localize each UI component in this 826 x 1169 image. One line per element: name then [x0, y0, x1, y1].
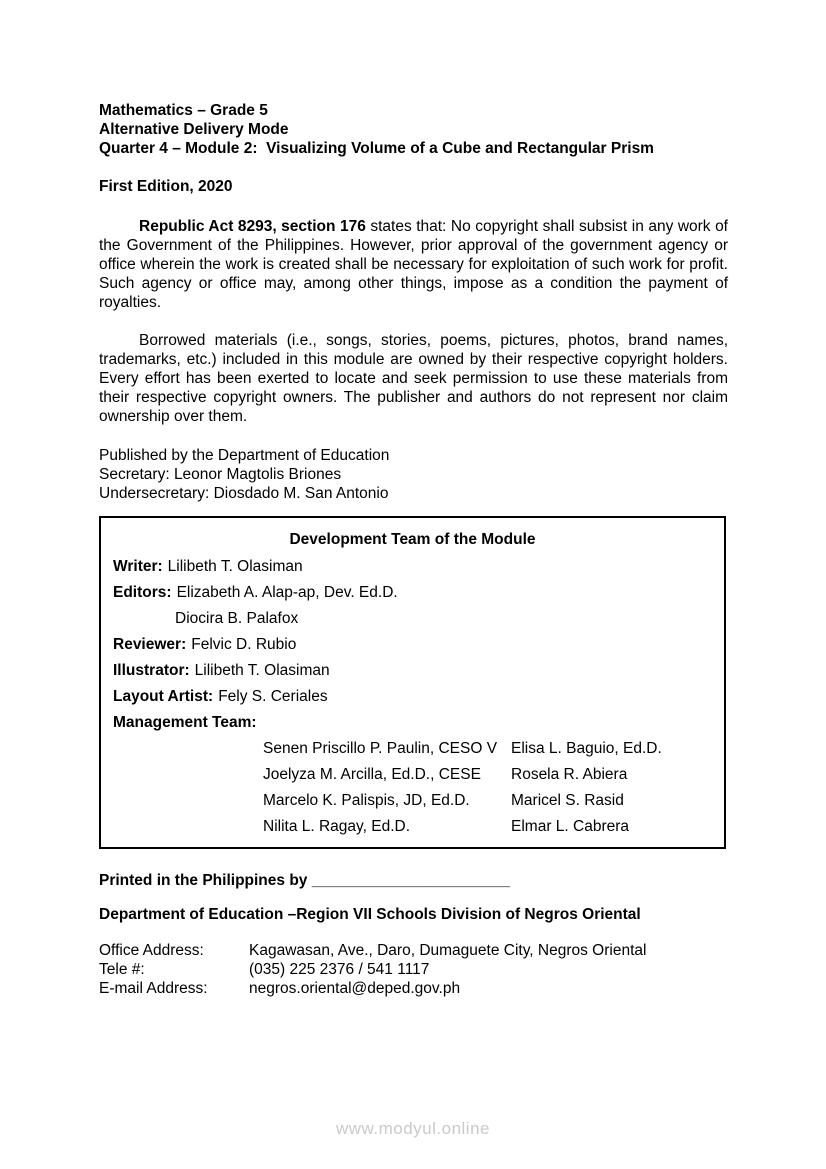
management-row — [113, 739, 712, 758]
management-name: Elmar L. Cabrera — [511, 818, 630, 835]
management-row — [113, 765, 712, 784]
division-line: Department of Education –Region VII Schools Division of Negros Oriental — [99, 906, 641, 923]
contact-label: Tele #: — [99, 961, 145, 978]
republic-act-body: states that: No copyright shall subsist in any work of the Government of the Philippines. However, prior approval of the government agency or office wherein the work is created shall be necessary for exploitation of such work for profit. Such agency or office may, among other things, impose as a condition the payment of royalties. — [99, 218, 728, 311]
role-value: Lilibeth T. Olasiman — [167, 558, 303, 575]
development-team-title: Development Team of the Module — [289, 531, 536, 548]
role-label: Reviewer: — [113, 636, 187, 653]
role-value: Fely S. Ceriales — [218, 688, 328, 705]
contact-value: (035) 225 2376 / 541 1117 — [249, 961, 430, 978]
role-row-editor-2 — [113, 609, 712, 628]
role-row-layout-artist — [113, 687, 712, 706]
contact-value: negros.oriental@deped.gov.ph — [249, 980, 461, 997]
publisher-block — [99, 446, 728, 503]
management-name: Senen Priscillo P. Paulin, CESO V — [263, 740, 498, 757]
role-value: Diocira B. Palafox — [175, 610, 299, 627]
site-watermark: www.modyul.online — [335, 1119, 490, 1138]
printed-in-label: Printed in the Philippines by — [99, 872, 308, 889]
role-label: Management Team: — [113, 714, 257, 731]
role-row-reviewer — [113, 635, 712, 654]
role-value: Elizabeth A. Alap-ap, Dev. Ed.D. — [176, 584, 398, 601]
role-label: Layout Artist: — [113, 688, 214, 705]
role-row-editors — [113, 583, 712, 602]
management-name: Joelyza M. Arcilla, Ed.D., CESE — [263, 766, 481, 783]
role-label: Editors: — [113, 584, 172, 601]
contact-value: Kagawasan, Ave., Daro, Dumaguete City, Negros Oriental — [249, 942, 647, 959]
management-name: Maricel S. Rasid — [511, 792, 624, 809]
contact-row-office-address — [99, 941, 728, 960]
management-name: Elisa L. Baguio, Ed.D. — [511, 740, 662, 757]
contact-row-telephone — [99, 960, 728, 979]
undersecretary-line: Undersecretary: Diosdado M. San Antonio — [99, 485, 389, 502]
role-label: Illustrator: — [113, 662, 190, 679]
copyright-paragraph — [99, 217, 728, 312]
edition-line: First Edition, 2020 — [99, 178, 233, 195]
management-name: Rosela R. Abiera — [511, 766, 628, 783]
role-label: Writer: — [113, 558, 163, 575]
republic-act-lead: Republic Act 8293, section 176 — [139, 218, 366, 235]
secretary-line: Secretary: Leonor Magtolis Briones — [99, 466, 342, 483]
contact-label: Office Address: — [99, 942, 204, 959]
role-value: Lilibeth T. Olasiman — [194, 662, 330, 679]
header-line-module-title: Quarter 4 – Module 2: Visualizing Volume of a Cube and Rectangular Prism — [99, 140, 654, 157]
module-header — [99, 101, 728, 158]
contact-label: E-mail Address: — [99, 980, 208, 997]
role-value: Felvic D. Rubio — [191, 636, 297, 653]
header-line-subject: Mathematics – Grade 5 — [99, 102, 268, 119]
borrowed-materials-paragraph: Borrowed materials (i.e., songs, stories, poems, pictures, photos, brand names, trademarks, etc.) included in this module are owned by their respective copyright holders. Every effort has been exerted to locate and seek permission to use these materials from their respective copyright owners. The publisher and authors do not represent nor claim ownership over them. — [99, 332, 728, 425]
published-by-line: Published by the Department of Education — [99, 447, 390, 464]
contact-row-email — [99, 979, 728, 998]
management-name: Marcelo K. Palispis, JD, Ed.D. — [263, 792, 470, 809]
header-line-mode: Alternative Delivery Mode — [99, 121, 289, 138]
management-row — [113, 791, 712, 810]
role-row-management-team — [113, 713, 712, 732]
printed-in-blank: _______________________ — [311, 872, 511, 889]
role-row-writer — [113, 557, 712, 576]
printed-in-line — [99, 871, 728, 890]
development-team-box — [99, 516, 726, 849]
contact-block — [99, 941, 728, 998]
management-name: Nilita L. Ragay, Ed.D. — [263, 818, 411, 835]
page-content — [99, 0, 728, 998]
management-row — [113, 817, 712, 836]
role-row-illustrator — [113, 661, 712, 680]
